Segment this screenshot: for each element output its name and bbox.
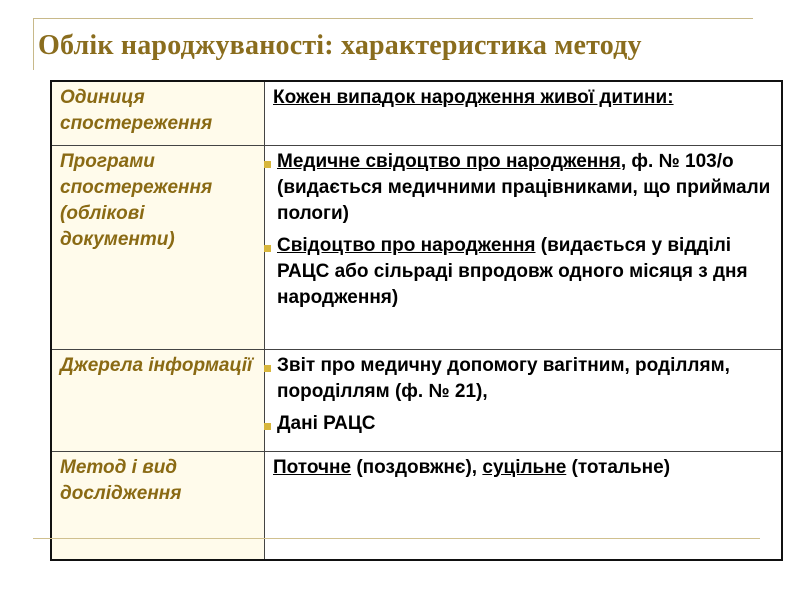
bullet-icon [264, 365, 271, 372]
row-content-programs [265, 146, 783, 350]
row-content-method [265, 452, 783, 561]
table-row [51, 146, 782, 350]
bottom-decorative-rule [33, 538, 760, 539]
method-rest-text: (тотальне) [566, 457, 671, 478]
row-label-method: Метод і вид дослідження [51, 452, 265, 561]
slide-title: Облік народжуваності: характеристика методу [38, 30, 642, 61]
bullet-text: Звіт про медичну допомогу вагітним, роділлям, породіллям (ф. № 21), [277, 355, 730, 402]
table-row [51, 452, 782, 561]
medical-certificate-text: Медичне свідоцтво про народження, [277, 151, 627, 172]
bullet-text [277, 233, 773, 311]
birth-certificate-details: (видається у відділі РАЦС або сільраді впродовж одного місяця з дня народження) [277, 235, 748, 308]
list-item [273, 149, 773, 227]
row-content-sources [265, 350, 783, 452]
left-decorative-rule [33, 18, 34, 70]
table-row [51, 81, 782, 146]
method-mid-text: (поздовжнє), [351, 457, 483, 478]
row-label-sources: Джерела інформації [51, 350, 265, 452]
list-item [273, 233, 773, 311]
top-decorative-rule [33, 18, 753, 19]
bullet-text [277, 149, 773, 227]
bullet-icon [264, 423, 271, 430]
row-label-programs: Програми спостереження (облікові документи) [51, 146, 265, 350]
row-content-unit [265, 81, 783, 146]
method-current-text: Поточне [273, 457, 352, 478]
medical-certificate-details: ф. № 103/о (видається медичними працівниками, що приймали пологи) [277, 151, 771, 224]
row-label-unit: Одиниця спостереження [51, 81, 265, 146]
bullet-icon [264, 161, 271, 168]
list-item [273, 353, 773, 405]
list-item [273, 411, 773, 437]
bullet-icon [264, 245, 271, 252]
birth-certificate-text: Свідоцтво про народження [277, 235, 536, 256]
method-table [50, 80, 783, 561]
table-row [51, 350, 782, 452]
bullet-text: Дані РАЦС [277, 413, 376, 434]
unit-text: Кожен випадок народження живої дитини: [273, 87, 674, 108]
method-full-text: суцільне [482, 457, 567, 478]
